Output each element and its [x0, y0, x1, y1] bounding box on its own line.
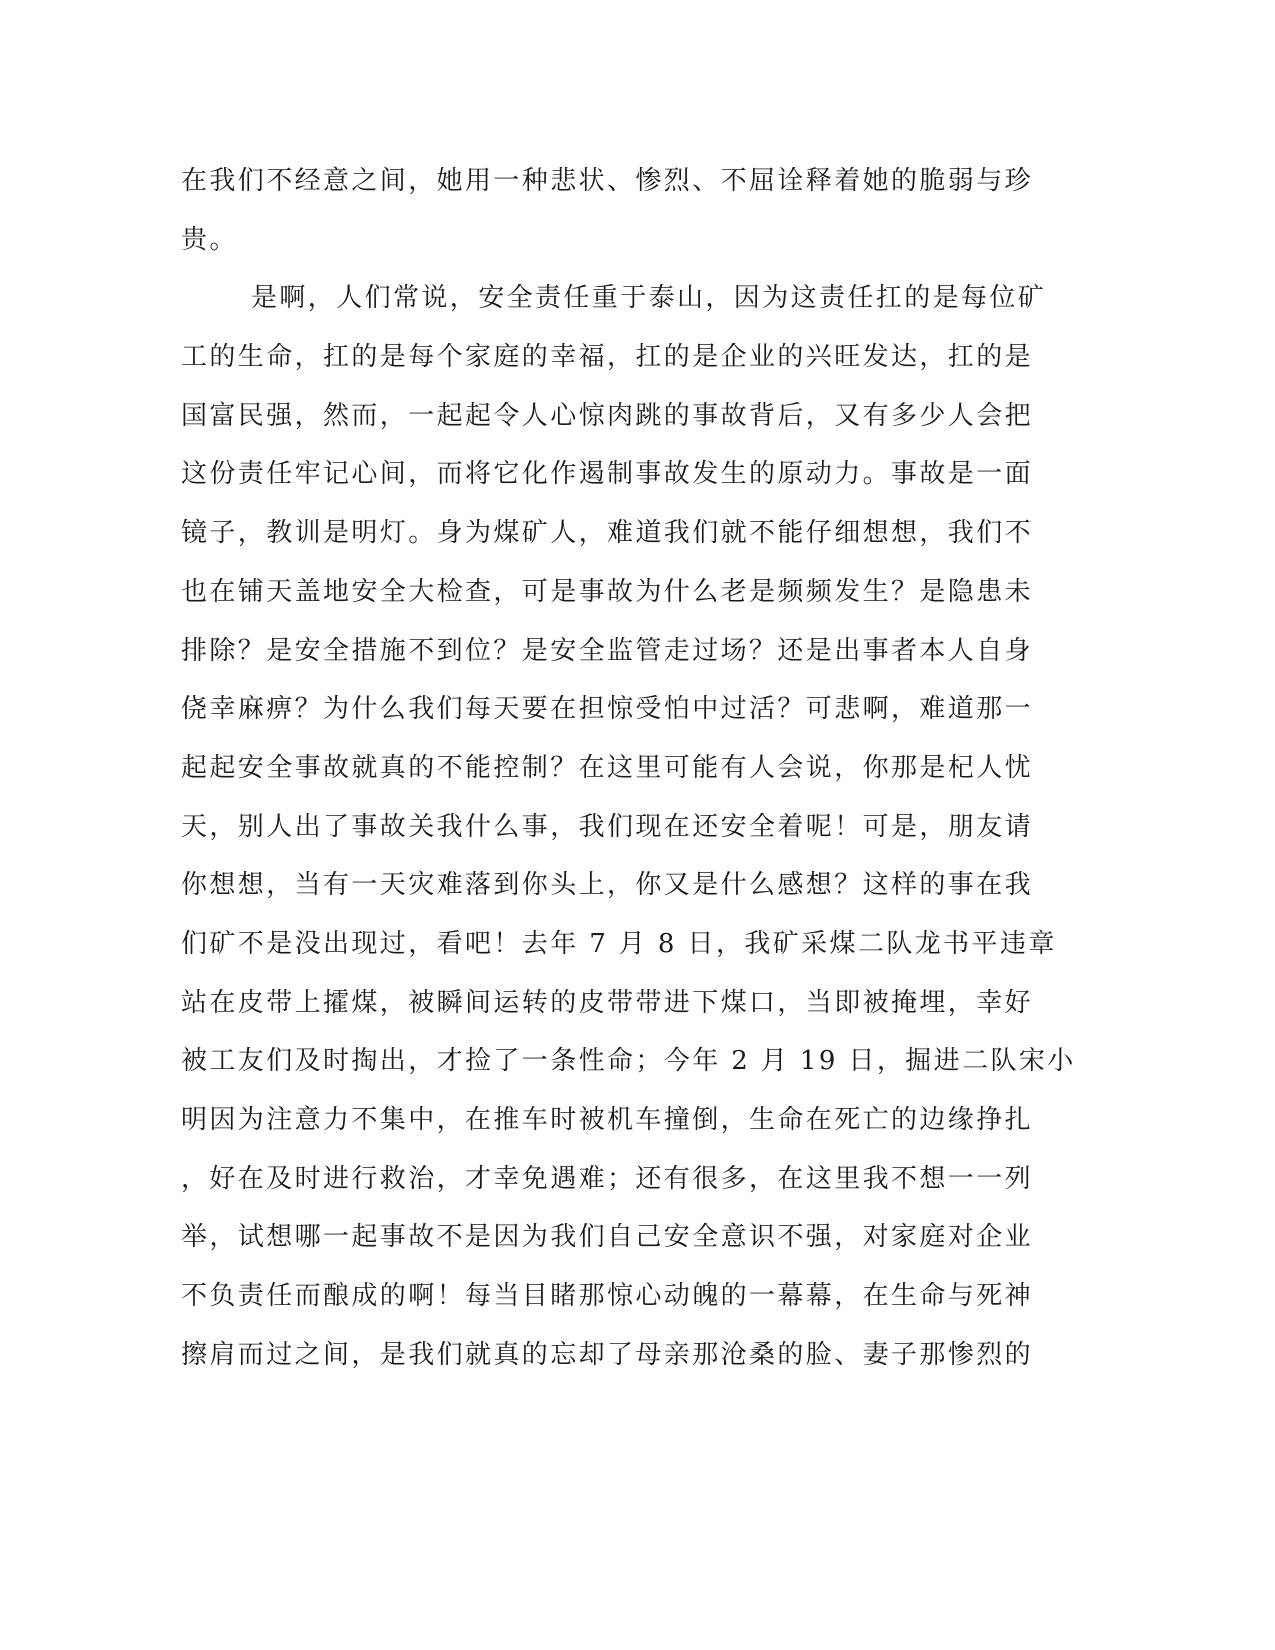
- text-line: 工的生命，扛的是每个家庭的幸福，扛的是企业的兴旺发达，扛的是: [181, 342, 1034, 373]
- text-line: 起起安全事故就真的不能控制？在这里可能有人会说，你那是杞人忧: [181, 752, 1034, 783]
- text-line: 被工友们及时掏出，才捡了一条性命；今年 2 月 19 日，掘进二队宋小: [181, 1046, 1076, 1077]
- text-line: 排除？是安全措施不到位？是安全监管走过场？还是出事者本人自身: [181, 635, 1034, 666]
- text-line: 贵。: [181, 224, 238, 255]
- text-line: 站在皮带上攉煤，被瞬间运转的皮带带进下煤口，当即被掩埋，幸好: [181, 987, 1034, 1018]
- text-line: 镜子，教训是明灯。身为煤矿人，难道我们就不能仔细想想，我们不: [181, 518, 1034, 549]
- text-line: 也在铺天盖地安全大检查，可是事故为什么老是频频发生？是隐患未: [181, 576, 1034, 607]
- text-line: ，好在及时进行救治，才幸免遇难；还有很多，在这里我不想一一列: [181, 1163, 1034, 1194]
- text-line: 举，试想哪一起事故不是因为我们自己安全意识不强，对家庭对企业: [181, 1222, 1034, 1253]
- text-line: 这份责任牢记心间，而将它化作遏制事故发生的原动力。事故是一面: [181, 459, 1034, 490]
- text-line: 们矿不是没出现过，看吧！去年 7 月 8 日，我矿采煤二队龙书平违章: [181, 928, 1057, 959]
- text-line: 你想想，当有一天灾难落到你头上，你又是什么感想？这样的事在我: [181, 870, 1034, 901]
- text-line: 在我们不经意之间，她用一种悲状、惨烈、不屈诠释着她的脆弱与珍: [181, 166, 1034, 196]
- body-text: [181, 158, 1076, 1390]
- text-line: 不负责任而酿成的啊！每当目睹那惊心动魄的一幕幕，在生命与死神: [181, 1281, 1034, 1312]
- text-line: 明因为注意力不集中，在推车时被机车撞倒，生命在死亡的边缘挣扎: [181, 1105, 1034, 1135]
- paragraph-first-line: 是啊，人们常说，安全责任重于泰山，因为这责任扛的是每位矿: [251, 283, 1047, 314]
- text-line: 侥幸麻痹？为什么我们每天要在担惊受怕中过活？可悲啊，难道那一: [181, 694, 1034, 725]
- text-line: 擦肩而过之间，是我们就真的忘却了母亲那沧桑的脸、妻子那惨烈的: [181, 1339, 1034, 1370]
- text-line: 国富民强，然而，一起起令人心惊肉跳的事故背后，又有多少人会把: [181, 400, 1034, 431]
- text-line: 天，别人出了事故关我什么事，我们现在还安全着呢！可是，朋友请: [181, 811, 1034, 842]
